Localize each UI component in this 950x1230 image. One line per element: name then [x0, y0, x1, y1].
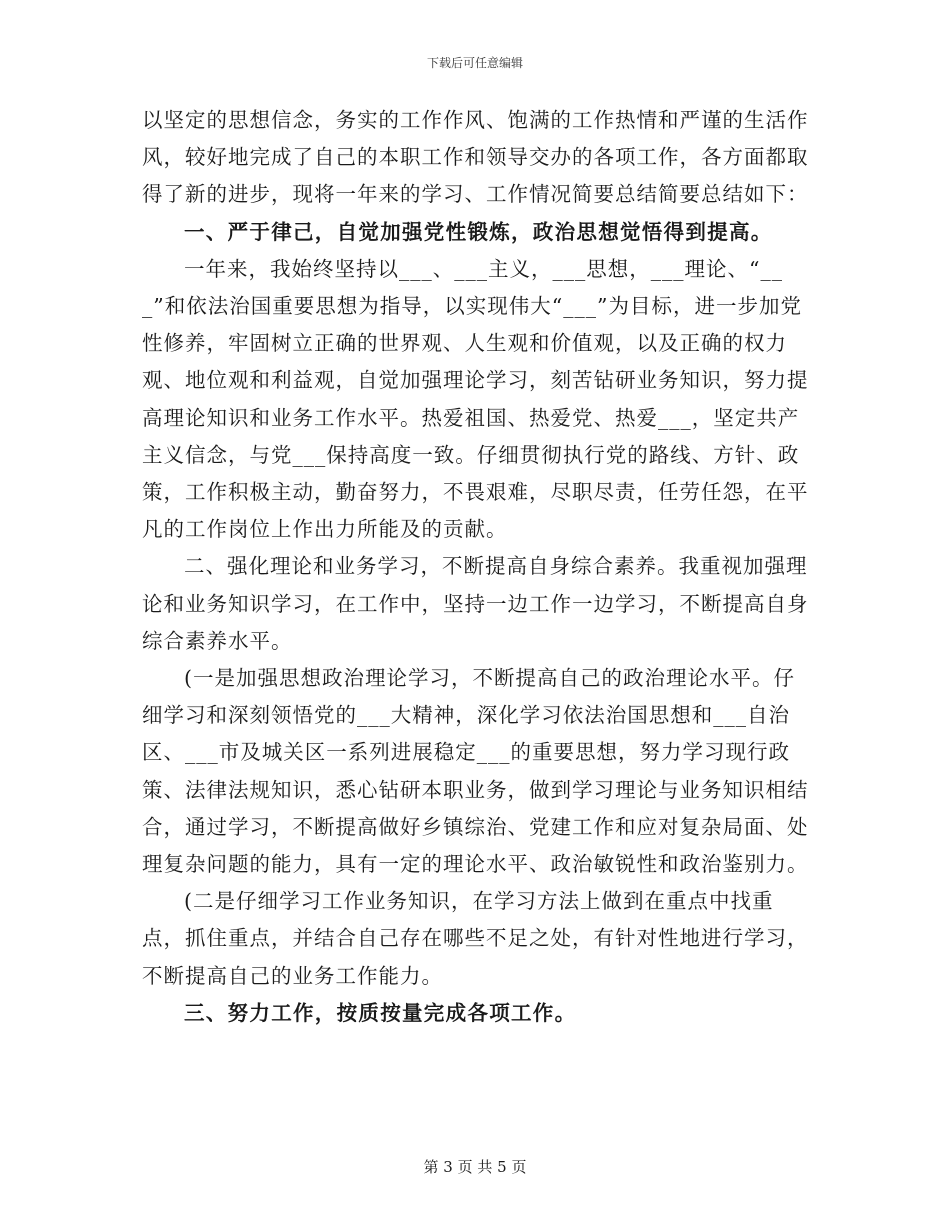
paragraph-section-2: 二、强化理论和业务学习，不断提高自身综合素养。我重视加强理论和业务知识学习，在工作中，坚持一边工作一边学习，不断提高自身综合素养水平。 [142, 554, 809, 653]
paragraph-subsection-1: (一是加强思想政治理论学习，不断提高自己的政治理论水平。仔细学习和深刻领悟党的___大精神，深化学习依法治国思想和___自治区、___市及城关区一系列进展稳定___的重要思想，努力学习现行政策、法律法规知识，悉心钻研本职业务，做到学习理论与业务知识相结合，通过学习，不断提高做好乡镇综治、党建工作和应对复杂局面、处理复杂问题的能力，具有一定的理论水平、政治敏锐性和政治鉴别力。 [142, 666, 809, 877]
paragraph-subsection-2: (二是仔细学习工作业务知识，在学习方法上做到在重点中找重点，抓住重点，并结合自己存在哪些不足之处，有针对性地进行学习，不断提高自己的业务工作能力。 [142, 889, 809, 988]
paragraph-section-1: 一年来，我始终坚持以___、___主义，___思想，___理论、“___”和依法治国重要思想为指导，以实现伟大“___”为目标，进一步加党性修养，牢固树立正确的世界观、人生观和价值观，以及正确的权力观、地位观和利益观，自觉加强理论学习，刻苦钻研业务知识，努力提高理论知识和业务工作水平。热爱祖国、热爱党、热爱___，坚定共产主义信念，与党___保持高度一致。仔细贯彻执行党的路线、方针、政策，工作积极主动，勤奋努力，不畏艰难，尽职尽责，任劳任怨，在平凡的工作岗位上作出力所能及的贡献。 [142, 256, 809, 542]
section-heading-1: 一、严于律己，自觉加强党性锻炼，政治思想觉悟得到提高。 [184, 219, 773, 244]
document-body [142, 102, 812, 1032]
page-footer: 第 3 页 共 5 页 [423, 1158, 527, 1176]
section-heading-3: 三、努力工作，按质按量完成各项工作。 [184, 1000, 577, 1025]
paragraph-intro: 以坚定的思想信念，务实的工作作风、饱满的工作热情和严谨的生活作风，较好地完成了自己的本职工作和领导交办的各项工作，各方面都取得了新的进步，现将一年来的学习、工作情况简要总结简要总结如下： [142, 108, 809, 207]
page-header: 下载后可任意编辑 [426, 56, 523, 70]
